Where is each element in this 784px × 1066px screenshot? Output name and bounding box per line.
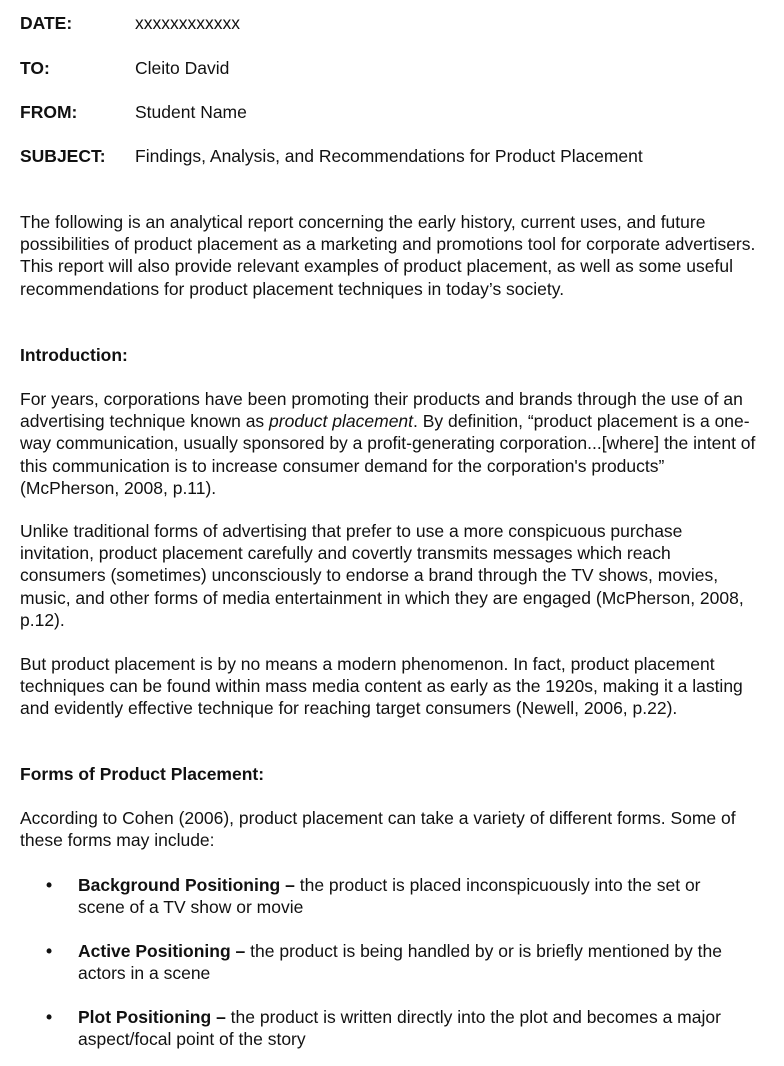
bullet-icon: •	[46, 1007, 53, 1027]
subject-value: Findings, Analysis, and Recommendations for Product Placement	[135, 146, 643, 166]
bullet-description: the product is placed inconspicuously into the set or scene of a TV show or movie	[78, 875, 701, 918]
introduction-heading: Introduction:	[20, 345, 128, 365]
bullet-text	[78, 940, 738, 984]
bullet-term: Active Positioning	[78, 941, 231, 961]
bullet-term: Plot Positioning	[78, 1007, 212, 1027]
subject-label: SUBJECT:	[20, 146, 106, 166]
introduction-p1-italic-term: product placement	[269, 411, 414, 432]
introduction-paragraph-2: Unlike traditional forms of advertising that prefer to use a more conspicuous purchase invitation, product placement carefully and covertly transmits messages which reach consumers (sometimes) unconsciously to endorse a brand through the TV shows, movies, music, and other forms of media entertainment in which they are engaged (McPherson, 2008, p.12).	[20, 521, 744, 630]
introduction-paragraph-3: But product placement is by no means a modern phenomenon. In fact, product placement techniques can be found within mass media content as early as the 1920s, making it a lasting and evidently effective technique for reaching target consumers (Newell, 2006, p.22).	[20, 654, 743, 719]
bullet-dash: –	[216, 1007, 226, 1027]
introduction-p1-after: . By definition, “product placement is a one-way communication, usually sponsored by a profit-generating corporation...[where] the intent of this communication is to increase consumer demand for the corporation's products” (McPherson, 2008, p.11).	[20, 411, 756, 498]
date-label: DATE:	[20, 13, 73, 33]
opening-paragraph: The following is an analytical report concerning the early history, current uses, and future possibilities of product placement as a marketing and promotions tool for corporate advertisers. This report will also provide relevant examples of product placement, as well as some useful recommendations for product placement techniques in today’s society.	[20, 212, 756, 299]
bullet-term: Background Positioning	[78, 875, 281, 895]
to-value: Cleito David	[135, 58, 230, 78]
bullet-dash: –	[235, 941, 246, 961]
bullet-icon: •	[46, 875, 53, 895]
forms-heading: Forms of Product Placement:	[20, 764, 265, 784]
to-label: TO:	[20, 58, 50, 78]
forms-intro-paragraph: According to Cohen (2006), product placement can take a variety of different forms. Some of these forms may include:	[20, 808, 736, 851]
bullet-text	[78, 874, 738, 918]
bullet-description: the product is being handled by or is briefly mentioned by the actors in a scene	[78, 941, 722, 984]
date-value: xxxxxxxxxxxx	[135, 13, 240, 33]
from-value: Student Name	[135, 102, 247, 122]
from-label: FROM:	[20, 102, 78, 122]
introduction-p1-before: For years, corporations have been promoting their products and brands through the use of an advertising technique known as	[20, 389, 743, 432]
bullet-icon: •	[46, 941, 53, 961]
bullet-dash: –	[285, 875, 295, 895]
bullet-text	[78, 1006, 738, 1050]
introduction-paragraph-1	[20, 388, 760, 499]
bullet-description: the product is written directly into the plot and becomes a major aspect/focal point of the story	[78, 1007, 721, 1050]
